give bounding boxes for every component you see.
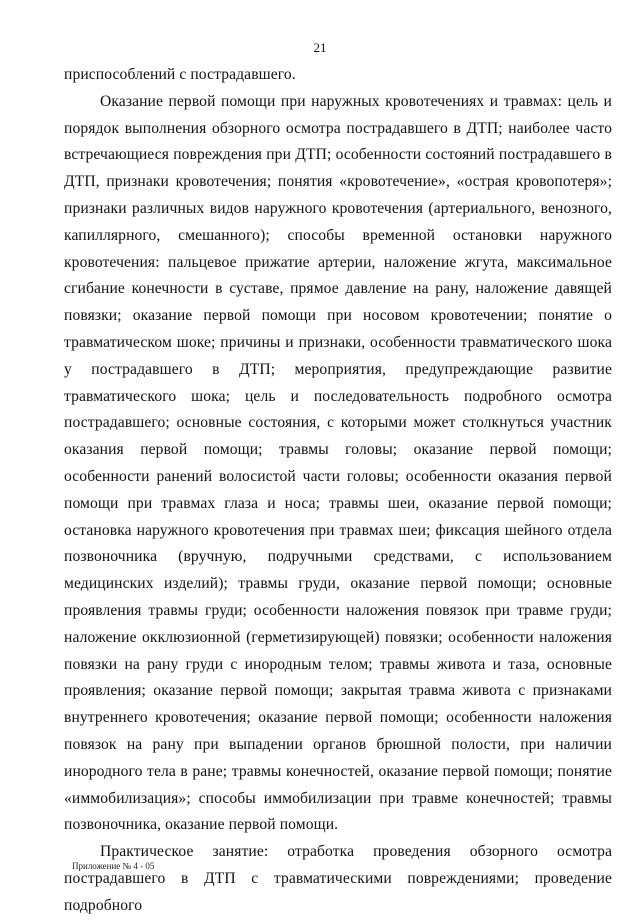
page-number: 21: [313, 40, 327, 55]
paragraph-practical-lesson: Практическое занятие: отработка проведения обзорного осмотра пострадавшего в ДТП с травматическими повреждениями; проведение подробного: [64, 843, 612, 914]
document-body: [64, 62, 612, 920]
paragraph-continuation: приспособлений с пострадавшего.: [64, 66, 296, 83]
footer-attachment-label: Приложение № 4 - 05: [72, 861, 155, 871]
paragraph-first-aid-topics: Оказание первой помощи при наружных кровотечениях и травмах: цель и порядок выполнения обзорного осмотра пострадавшего в ДТП; наиболее часто встречающиеся повреждения при ДТП; особенности состояний пострадавшего в ДТП, признаки кровотечения; понятия «кровотечение», «острая кровопотеря»; признаки различных видов наружного кровотечения (артериального, венозного, капиллярного, смешанного); способы временной остановки наружного кровотечения: пальцевое прижатие артерии, наложение жгута, максимальное сгибание конечности в суставе, прямое давление на рану, наложение давящей повязки; оказание первой помощи при носовом кровотечении; понятие о травматическом шоке; причины и признаки, особенности травматического шока у пострадавшего в ДТП; мероприятия, предупреждающие развитие травматического шока; цель и последовательность подробного осмотра пострадавшего; основные состояния, с которыми может столкнуться участник оказания первой помощи; травмы головы; оказание первой помощи; особенности ранений волосистой части головы; особенности оказания первой помощи при травмах глаза и носа; травмы шеи, оказание первой помощи; остановка наружного кровотечения при травмах шеи; фиксация шейного отдела позвоночника (вручную, подручными средствами, с использованием медицинских изделий); травмы груди, оказание первой помощи; основные проявления травмы груди; особенности наложения повязок при травме груди; наложение окклюзионной (герметизирующей) повязки; особенности наложения повязки на рану груди с инородным телом; травмы живота и таза, основные проявления; оказание первой помощи; закрытая травма живота с признаками внутреннего кровотечения; оказание первой помощи; особенности наложения повязок на рану при выпадении органов брюшной полости, при наличии инородного тела в ране; травмы конечностей, оказание первой помощи; понятие «иммобилизация»; способы иммобилизации при травме конечностей; травмы позвоночника, оказание первой помощи.: [64, 92, 612, 834]
